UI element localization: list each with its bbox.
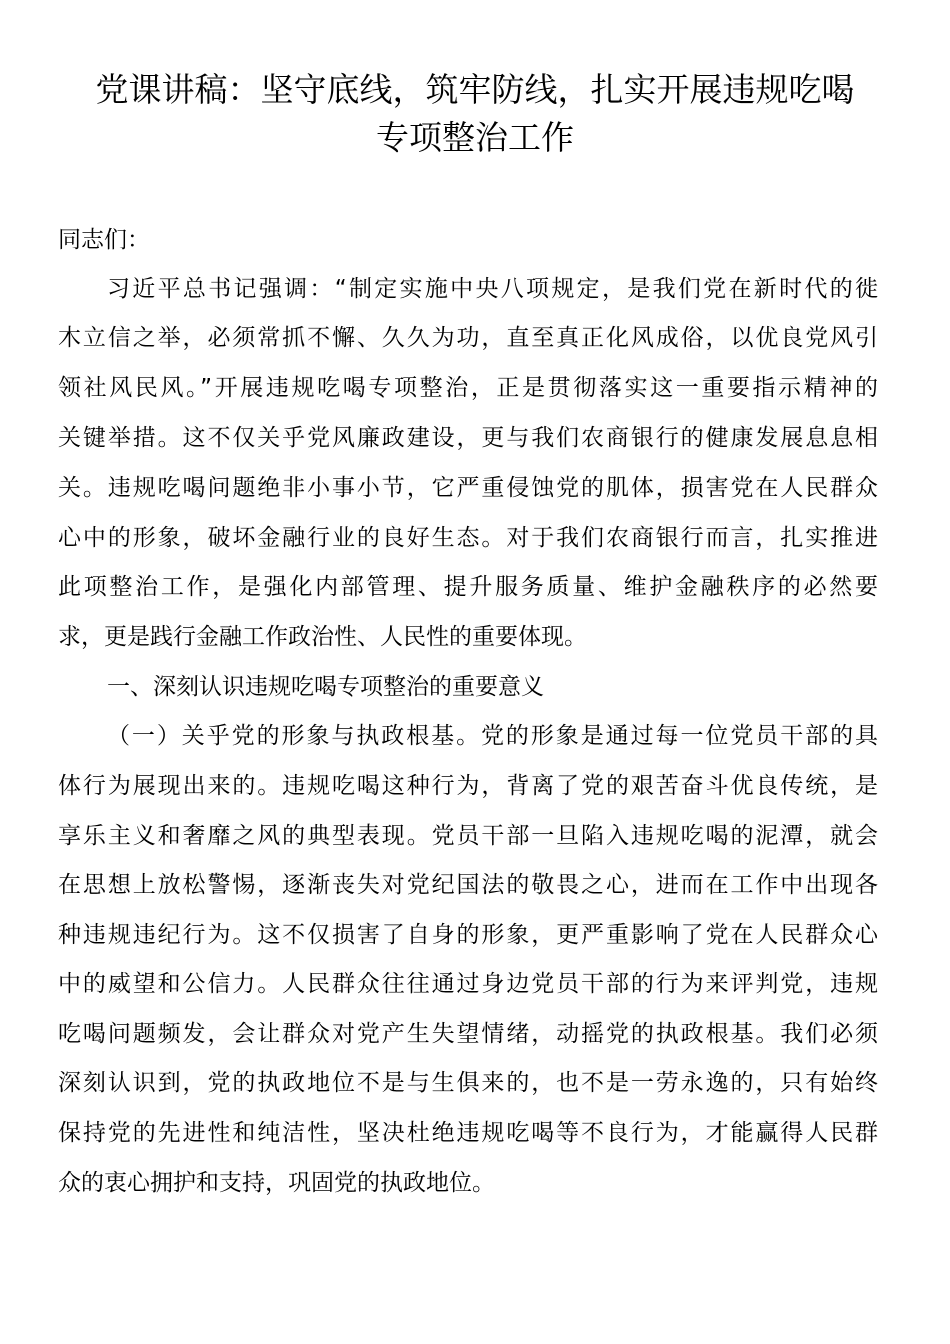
paragraph-1-line: 木立信之举，必须常抓不懈、久久为功，直至真正化风成俗，以优良党风引	[58, 325, 878, 351]
section-1-heading: 一、深刻认识违规吃喝专项整治的重要意义	[107, 674, 544, 700]
paragraph-2-line: （一）关乎党的形象与执政根基。党的形象是通过每一位党员干部的具	[107, 723, 878, 749]
paragraph-1-line: 求，更是践行金融工作政治性、人民性的重要体现。	[58, 624, 587, 650]
paragraph-1-line: 领社风民风。”开展违规吃喝专项整治，正是贯彻落实这一重要指示精神的	[58, 375, 878, 401]
document-title-line-1: 党课讲稿：坚守底线，筑牢防线，扎实开展违规吃喝	[95, 70, 855, 109]
paragraph-1-line: 关键举措。这不仅关乎党风廉政建设，更与我们农商银行的健康发展息息相	[58, 425, 878, 451]
paragraph-2-line: 种违规违纪行为。这不仅损害了自身的形象，更严重影响了党在人民群众心	[58, 922, 878, 948]
salutation: 同志们：	[58, 227, 150, 253]
paragraph-1-line: 心中的形象，破坏金融行业的良好生态。对于我们农商银行而言，扎实推进	[58, 525, 878, 551]
paragraph-2-line: 在思想上放松警惕，逐渐丧失对党纪国法的敬畏之心，进而在工作中出现各	[58, 872, 878, 898]
paragraph-2-line: 保持党的先进性和纯洁性，坚决杜绝违规吃喝等不良行为，才能赢得人民群	[58, 1120, 878, 1146]
paragraph-1-line: 关。违规吃喝问题绝非小事小节，它严重侵蚀党的肌体，损害党在人民群众	[58, 475, 878, 501]
paragraph-2-line: 体行为展现出来的。违规吃喝这种行为，背离了党的艰苦奋斗优良传统，是	[58, 773, 878, 799]
paragraph-2-line: 吃喝问题频发，会让群众对党产生失望情绪，动摇党的执政根基。我们必须	[58, 1021, 878, 1047]
document-title-line-2: 专项整治工作	[376, 118, 574, 157]
paragraph-2-line: 众的衷心拥护和支持，巩固党的执政地位。	[58, 1170, 495, 1196]
paragraph-2-line: 深刻认识到，党的执政地位不是与生俱来的，也不是一劳永逸的，只有始终	[58, 1070, 878, 1096]
paragraph-2-line: 享乐主义和奢靡之风的典型表现。党员干部一旦陷入违规吃喝的泥潭，就会	[58, 823, 878, 849]
paragraph-1-line: 习近平总书记强调：“制定实施中央八项规定，是我们党在新时代的徙	[107, 276, 878, 302]
paragraph-2-line: 中的威望和公信力。人民群众往往通过身边党员干部的行为来评判党，违规	[58, 971, 878, 997]
paragraph-1-line: 此项整治工作，是强化内部管理、提升服务质量、维护金融秩序的必然要	[58, 574, 878, 600]
